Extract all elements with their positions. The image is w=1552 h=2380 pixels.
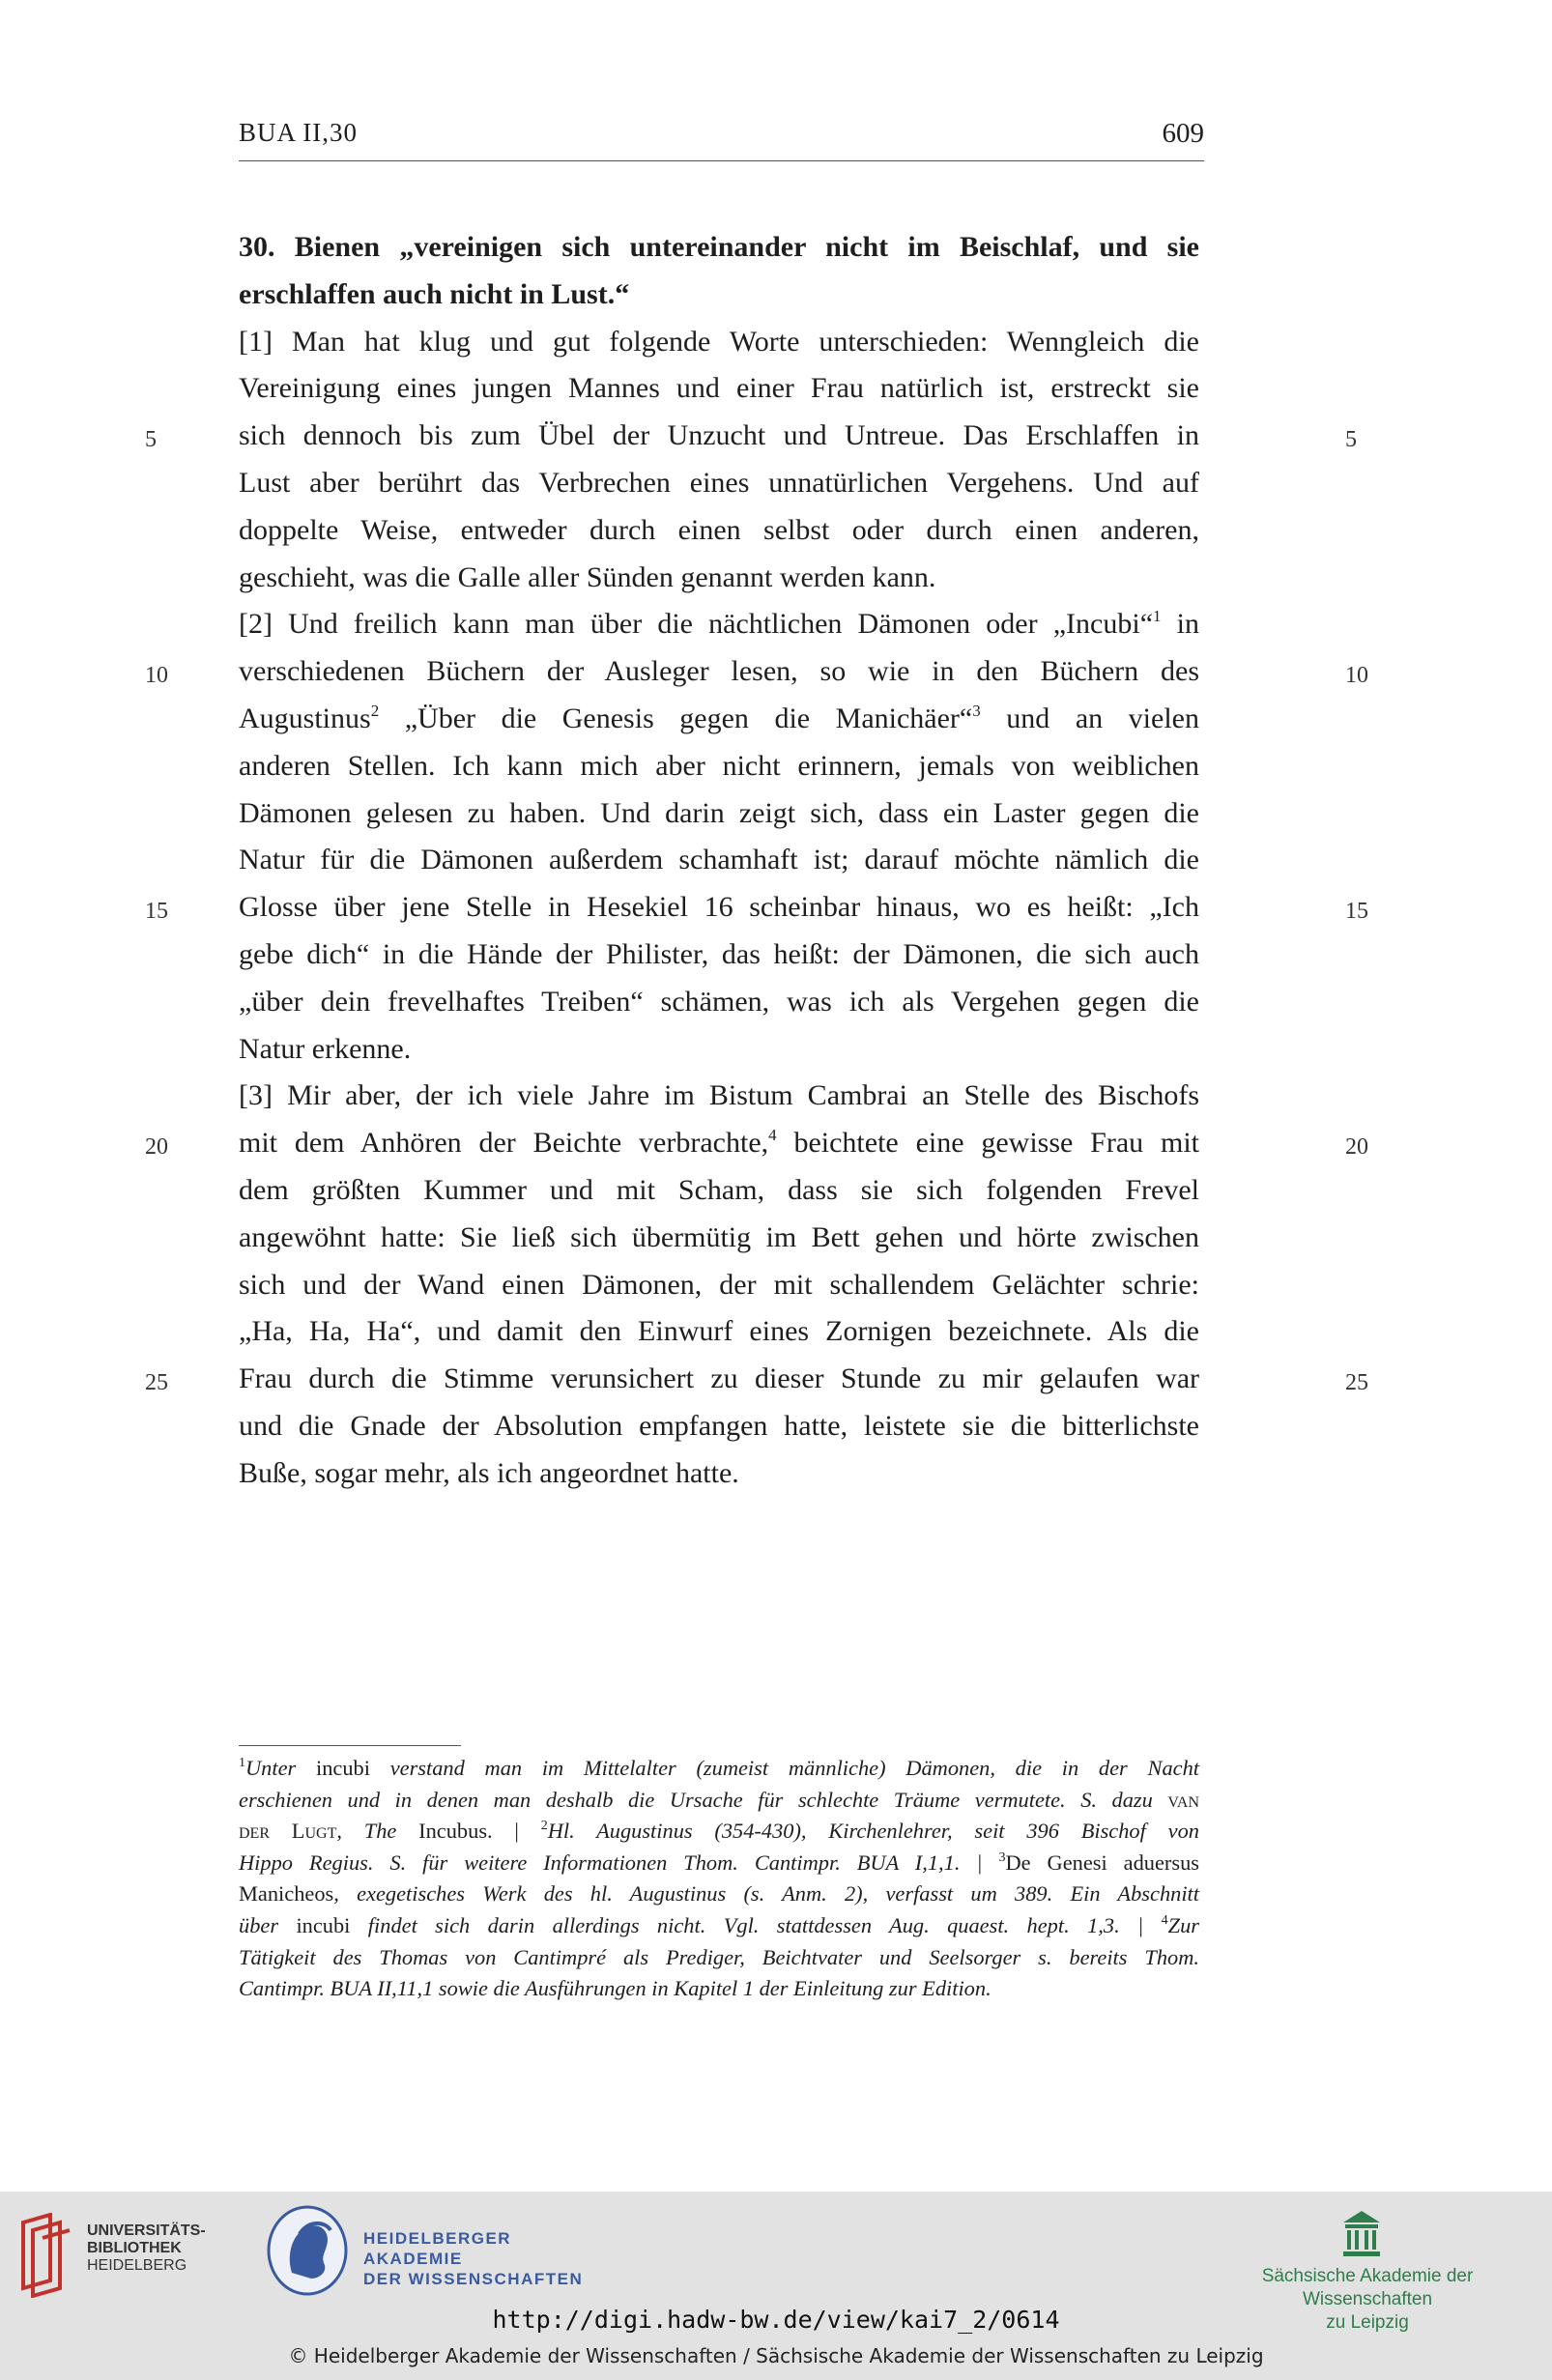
footnote-text: [396, 1819, 418, 1843]
line-number-left: 5: [145, 427, 157, 452]
text-line: Frau durch die Stimme verunsichert zu dieser Stunde zu mir gelaufen war: [239, 1362, 1199, 1395]
hadw-logo[interactable]: [267, 2205, 615, 2302]
saw-leipzig-logo[interactable]: [1203, 2209, 1532, 2333]
text-line: sich und der Wand einen Dämonen, der mit schallendem Gelächter schrie:: [239, 1268, 1199, 1301]
text-line: „über dein frevelhaftes Treiben“ schämen, was ich als Vergehen gegen die: [239, 985, 1199, 1018]
line-number-right: 5: [1345, 427, 1357, 452]
footnote-line: [239, 1973, 1199, 2005]
footnote-line: [239, 1942, 1199, 1974]
ub-logo-line: UNIVERSITÄTS-: [87, 2222, 206, 2239]
copyright-notice: © Heidelberger Akademie der Wissenschaften / Sächsische Akademie der Wissenschaften zu Leipzig: [288, 2344, 1264, 2367]
footnote-text: , exegetisches Werk des hl. Augustinus (s. Anm. 2), verfasst um 389. Ein Abschnitt: [333, 1881, 1199, 1907]
text-segment: mit dem Anhören der Beichte verbrachte,: [239, 1127, 769, 1160]
hadw-logo-line: DER WISSENSCHAFTEN: [363, 2270, 584, 2288]
text-line: Glosse über jene Stelle in Hesekiel 16 scheinbar hinaus, wo es heißt: „Ich: [239, 891, 1199, 924]
text-line: [239, 601, 1199, 648]
line-number-right: 10: [1345, 663, 1368, 688]
ub-logo-icon: [17, 2213, 77, 2298]
saw-building-icon: [1341, 2209, 1382, 2257]
footnote-text: erschienen und in denen man deshalb die Ursache für schlechte Träume vermutete. S. dazu: [239, 1787, 1168, 1812]
footnote-text: ,: [336, 1819, 364, 1844]
footnote-line: [239, 1910, 1199, 1942]
text-line: doppelte Weise, entweder durch einen selbst oder durch einen anderen,: [239, 513, 1199, 546]
ub-logo-line: HEIDELBERG: [87, 2257, 187, 2274]
footnote-text: Hippo Regius. S. für weitere Informationen Thom. Cantimpr. BUA I,1,1. |: [239, 1850, 999, 1875]
footnote-text: De Genesi aduersus: [1005, 1850, 1199, 1875]
footnote-text: incubi: [315, 1756, 370, 1780]
chapter-title-line: 30. Bienen „vereinigen sich untereinander nicht im Beischlaf, und sie: [239, 231, 1199, 263]
hadw-logo-line: HEIDELBERGER AKADEMIE: [363, 2229, 512, 2268]
line-number-right: 25: [1345, 1370, 1368, 1395]
footnote-ref[interactable]: 3: [972, 701, 981, 720]
footnote-line: [239, 1753, 1199, 1785]
ub-logo-line: BIBLIOTHEK: [87, 2240, 182, 2256]
footnote-ref[interactable]: 2: [370, 701, 380, 720]
hadw-logo-text: [363, 2228, 615, 2289]
text-line: Buße, sogar mehr, als ich angeordnet hatte.: [239, 1456, 739, 1489]
footnote-text: incubi: [296, 1912, 351, 1937]
text-line: angewöhnt hatte: Sie ließ sich übermütig im Bett gehen und hörte zwischen: [239, 1220, 1199, 1253]
chapter-title-line: erschlaffen auch nicht in Lust.“: [239, 277, 630, 310]
text-segment: „Über die Genesis gegen die Manichäer“: [379, 702, 973, 734]
author-name: van: [1167, 1787, 1199, 1812]
line-number-right: 15: [1345, 899, 1368, 924]
header-siglum: BUA II,30: [239, 118, 358, 147]
line-number-left: 20: [145, 1134, 168, 1160]
footnote-text: Unter: [245, 1756, 316, 1780]
footnote-text: Zur: [1167, 1912, 1199, 1937]
ub-heidelberg-logo[interactable]: [17, 2213, 220, 2300]
footnote-ref[interactable]: 1: [1153, 607, 1162, 626]
text-segment: und an vielen: [980, 702, 1199, 734]
footnote-text: Cantimpr. BUA II,11,1 sowie die Ausführungen in Kapitel 1 der Einleitung zur Edition.: [239, 1976, 992, 2001]
footnote-ref[interactable]: 4: [768, 1126, 777, 1145]
footnote-number: 4: [1161, 1912, 1168, 1928]
footnote-line: [239, 1848, 1199, 1879]
text-line: Natur für die Dämonen außerdem schamhaft ist; darauf möchte nämlich die: [239, 844, 1199, 876]
line-number-left: 15: [145, 899, 168, 924]
footnote-text: Hl. Augustinus (354-430), Kirchenlehrer, seit 396 Bischof von: [547, 1819, 1199, 1844]
footnote-text: findet sich darin allerdings nicht. Vgl. stattdessen Aug. quaest. hept. 1,3. |: [350, 1912, 1162, 1937]
text-line: Vereinigung eines jungen Mannes und einer Frau natürlich ist, erstreckt sie: [239, 372, 1199, 405]
text-line: gebe dich“ in die Hände der Philister, das heißt: der Dämonen, die sich auch: [239, 937, 1199, 970]
footnote-text: . |: [487, 1819, 541, 1844]
athena-head-icon: [267, 2205, 348, 2296]
text-line: „Ha, Ha, Ha“, und damit den Einwurf eines Zornigen bezeichnete. Als die: [239, 1315, 1199, 1348]
saw-logo-line: Sächsische Akademie der Wissenschaften: [1261, 2266, 1474, 2309]
ub-logo-text: [87, 2222, 206, 2275]
text-line: Natur erkenne.: [239, 1032, 412, 1065]
footnote-separator: [239, 1745, 461, 1746]
text-line: dem größten Kummer und mit Scham, dass sie sich folgenden Frevel: [239, 1173, 1199, 1206]
text-line: [239, 696, 1199, 743]
text-line: Lust aber berührt das Verbrechen eines unnatürlichen Vergehens. Und auf: [239, 466, 1199, 499]
text-segment: [2] Und freilich kann man über die nächtlichen Dämonen oder „Incubi“: [239, 608, 1154, 641]
footnote-line: [239, 1785, 1199, 1817]
permalink-url[interactable]: http://digi.hadw-bw.de/view/kai7_2/0614: [492, 2306, 1060, 2334]
text-line: Dämonen gelesen zu haben. Und darin zeigt sich, dass ein Laster gegen die: [239, 796, 1199, 829]
text-line: [239, 1120, 1199, 1167]
footnote-line: [239, 1816, 1199, 1848]
text-segment: beichtete eine gewisse Frau mit: [776, 1127, 1199, 1160]
line-number-left: 10: [145, 663, 168, 688]
text-line: [3] Mir aber, der ich viele Jahre im Bistum Cambrai an Stelle des Bischofs: [239, 1079, 1199, 1112]
footnote-text: über: [239, 1912, 297, 1937]
text-segment: Augustinus: [239, 702, 371, 734]
text-line: geschieht, was die Galle aller Sünden genannt werden kann.: [239, 560, 936, 593]
footnote-text: The: [363, 1819, 397, 1844]
text-line: verschiedenen Büchern der Ausleger lesen, so wie in den Büchern des: [239, 655, 1199, 688]
footnote-number: 2: [540, 1819, 548, 1834]
saw-logo-line: zu Leipzig: [1326, 2312, 1409, 2333]
text-line: anderen Stellen. Ich kann mich aber nicht erinnern, jemals von weiblichen: [239, 749, 1199, 782]
footnote-line: [239, 1878, 1199, 1910]
text-line: sich dennoch bis zum Übel der Unzucht und Untreue. Das Erschlaffen in: [239, 419, 1199, 452]
author-name: der Lugt: [239, 1819, 337, 1844]
text-line: und die Gnade der Absolution empfangen hatte, leistete sie die bitterlichste: [239, 1409, 1199, 1442]
page-number: 609: [1162, 118, 1204, 149]
footnote-text: Incubus: [418, 1819, 488, 1844]
footnote-number: 3: [998, 1850, 1006, 1865]
footnote-text: Manicheos: [239, 1881, 334, 1907]
line-number-left: 25: [145, 1370, 168, 1395]
text-line: [1] Man hat klug und gut folgende Worte unterschieden: Wenngleich die: [239, 325, 1199, 358]
footnote-text: Tätigkeit des Thomas von Cantimpré als Prediger, Beichtvater und Seelsorger s. bereits Thom.: [239, 1944, 1199, 1969]
running-header: [239, 114, 1204, 161]
footnotes: [239, 1753, 1199, 2005]
main-text: [239, 224, 1199, 1498]
footnote-text: verstand man im Mittelalter (zumeist männliche) Dämonen, die in der Nacht: [369, 1756, 1199, 1780]
footnote-number: 1: [239, 1756, 245, 1770]
text-segment: in: [1161, 608, 1199, 641]
line-number-right: 20: [1345, 1134, 1368, 1160]
